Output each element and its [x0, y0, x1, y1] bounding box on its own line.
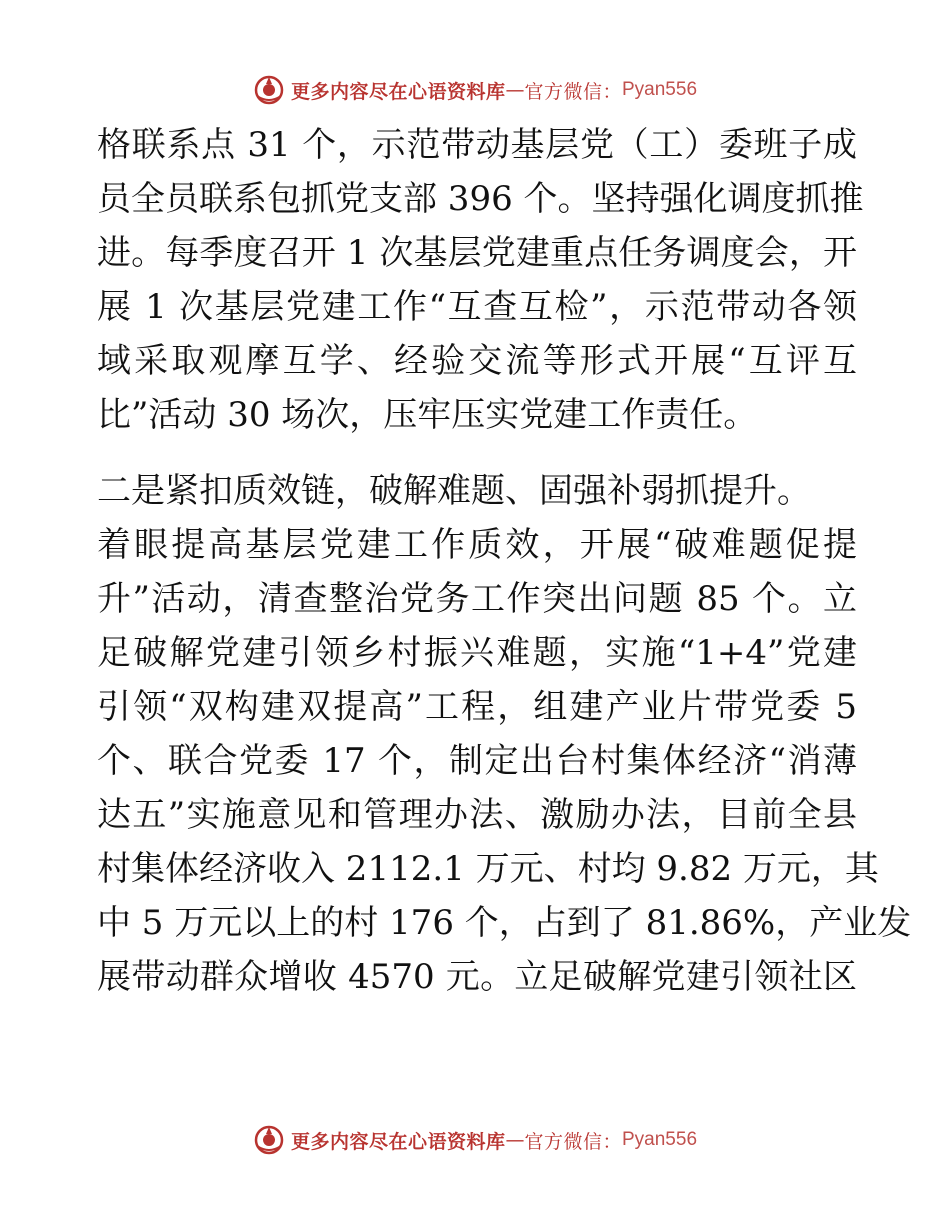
text-line: 展 1 次基层党建工作“互查互检”，示范带动各领 [97, 287, 857, 327]
banner-wechat-id: Pyan556 [622, 1129, 698, 1150]
text-line: 格联系点 31 个，示范带动基层党（工）委班子成 [97, 125, 857, 165]
paragraph-1 [97, 118, 864, 442]
text-line: 域采取观摩互学、经验交流等形式开展“互评互 [97, 341, 857, 381]
text-line: 升”活动，清查整治党务工作突出问题 85 个。立 [97, 579, 857, 619]
banner-wechat-id: Pyan556 [622, 79, 698, 100]
text-line: 引领“双构建双提高”工程，组建产业片带党委 5 [97, 687, 857, 727]
banner-site-text: 更多内容尽在心语资料库 [290, 80, 506, 103]
text-line: 比”活动 30 场次，压牢压实党建工作责任。 [97, 395, 758, 435]
text-line: 达五”实施意见和管理办法、激励办法，目前全县 [97, 795, 857, 835]
banner-dash: — [505, 1129, 525, 1151]
text-line: 足破解党建引领乡村振兴难题，实施“1+4”党建 [97, 633, 857, 673]
text-line: 个、联合党委 17 个，制定出台村集体经济“消薄 [97, 741, 857, 781]
logo-seal-icon [253, 74, 285, 106]
footer-watermark-banner [0, 1120, 950, 1160]
banner-official-label: 官方微信： [524, 80, 622, 103]
banner-site-text: 更多内容尽在心语资料库 [290, 1130, 506, 1153]
text-line: 村集体经济收入 2112.1 万元、村均 9.82 万元，其 [97, 849, 879, 889]
text-line: 着眼提高基层党建工作质效，开展“破难题促提 [97, 525, 857, 565]
text-line: 中 5 万元以上的村 176 个，占到了 81.86%，产业发 [97, 903, 912, 943]
banner-official-label: 官方微信： [524, 1130, 622, 1153]
paragraph-gap [97, 442, 857, 464]
text-line: 进。每季度召开 1 次基层党建重点任务调度会，开 [97, 233, 857, 273]
logo-seal-icon [253, 1124, 285, 1156]
paragraph-2 [97, 464, 912, 1004]
text-line: 展带动群众增收 4570 元。立足破解党建引领社区 [97, 957, 857, 997]
banner-dash: — [505, 79, 525, 101]
text-line: 二是紧扣质效链，破解难题、固强补弱抓提升。 [97, 471, 811, 511]
header-watermark-banner [0, 70, 950, 110]
text-line: 员全员联系包抓党支部 396 个。坚持强化调度抓推 [97, 179, 864, 219]
body-text [97, 118, 912, 1004]
